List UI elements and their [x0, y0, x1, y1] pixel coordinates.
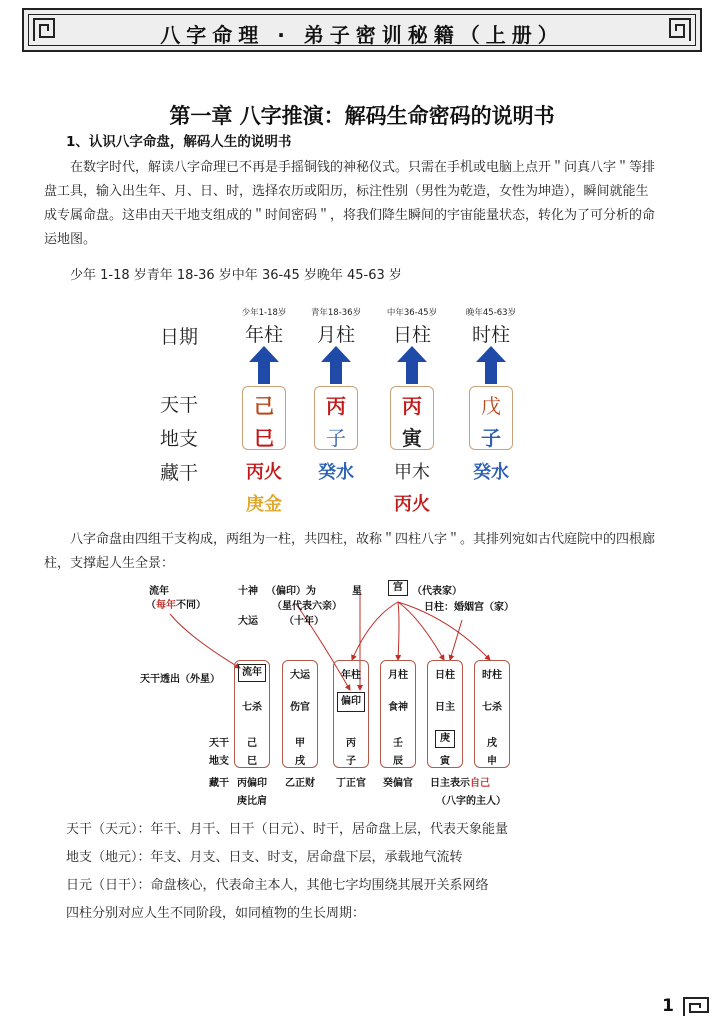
shishen-label: 十神 — [238, 586, 258, 597]
left-label-hidden: 藏干 — [209, 778, 229, 789]
shishen-meaning: （星代表六亲） — [272, 601, 342, 612]
pillar-branch: 子 — [481, 426, 501, 450]
dayun-period: （十年） — [284, 616, 324, 627]
fret-ornament-icon — [32, 17, 56, 43]
column-extra-hidden: 庚比肩 — [237, 796, 267, 807]
pillar-stem: 戊 — [481, 394, 501, 418]
column-head: 大运 — [290, 670, 310, 681]
column-branch: 辰 — [393, 756, 403, 767]
column-hidden: 乙正财 — [285, 778, 315, 789]
row-label-hidden: 藏干 — [160, 462, 199, 484]
liunian-label: 流年 — [149, 586, 169, 597]
pillar-hidden-2: 丙火 — [394, 494, 430, 515]
column-star: 伤官 — [290, 702, 310, 713]
up-arrow-icon — [249, 346, 279, 384]
column-hidden: 丙偏印 — [237, 778, 267, 789]
owner-note: （八字的主人） — [436, 796, 506, 807]
column-star: 七杀 — [482, 702, 502, 713]
star-label: 星 — [352, 586, 362, 597]
fret-ornament-icon — [682, 996, 710, 1018]
header-banner — [22, 8, 702, 52]
tiangan-touchu-label: 天干透出（外星） — [140, 674, 220, 685]
column-hidden: 癸偏官 — [383, 778, 413, 789]
pillar-hidden-1: 甲木 — [394, 462, 430, 483]
column-branch: 寅 — [440, 756, 450, 767]
rizhu-self-note: 日主表示自己 — [430, 778, 490, 789]
column-head: 日柱 — [435, 670, 455, 681]
gong-label: 宫 — [388, 580, 408, 596]
ages-line: 少年 1-18 岁青年 18-36 岁中年 36-45 岁晚年 45-63 岁 — [70, 268, 402, 283]
column-star: 偏印 — [337, 692, 365, 712]
column-stem: 戌 — [487, 738, 497, 749]
column-stem: 己 — [247, 738, 257, 749]
pillar-branch: 巳 — [254, 426, 274, 450]
column-branch: 子 — [346, 756, 356, 767]
column-stem: 丙 — [346, 738, 356, 749]
pillar-age: 晚年45-63岁 — [465, 308, 517, 318]
rizhu-note: 日柱：婚姻宫（家） — [424, 602, 514, 613]
shishen-example: （偏印）为 — [266, 586, 316, 597]
four-pillars-diagram — [0, 300, 724, 520]
row-label-branch: 地支 — [160, 428, 199, 450]
left-label-stem: 天干 — [209, 738, 229, 749]
up-arrow-icon — [476, 346, 506, 384]
pillar-stem: 丙 — [326, 394, 346, 418]
column-star: 日主 — [435, 702, 455, 713]
definition-riyuan: 日元（日干）：命盘核心，代表命主本人，其他七字均围绕其展开关系网络 — [66, 878, 489, 893]
column-head: 月柱 — [388, 670, 408, 681]
column-branch: 申 — [487, 756, 497, 767]
column-hidden: 丁正官 — [336, 778, 366, 789]
left-label-branch: 地支 — [209, 756, 229, 767]
fret-ornament-icon — [668, 17, 692, 43]
pillar-hidden-2: 庚金 — [246, 494, 282, 515]
pillar-branch: 子 — [326, 426, 346, 450]
header-title: 八字命理 · 弟子密训秘籍（上册） — [160, 23, 564, 47]
liunian-note: （每年不同） — [146, 600, 206, 611]
pillar-age: 中年36-45岁 — [386, 308, 438, 318]
column-head: 年柱 — [341, 670, 361, 681]
pillar-hidden-1: 丙火 — [246, 462, 282, 483]
pillar-age: 少年1-18岁 — [241, 308, 287, 318]
pillar-stem: 丙 — [402, 394, 422, 418]
pillar-hidden-1: 癸水 — [473, 462, 509, 483]
column-head: 流年 — [238, 664, 266, 682]
column-stem: 壬 — [393, 738, 403, 749]
gong-note: （代表家） — [412, 586, 462, 597]
column-star: 食神 — [388, 702, 408, 713]
pillar-name: 日柱 — [392, 324, 431, 346]
column-head: 时柱 — [482, 670, 502, 681]
dayun-label: 大运 — [238, 616, 258, 627]
up-arrow-icon — [321, 346, 351, 384]
column-stem: 甲 — [295, 738, 305, 749]
pillar-branch: 寅 — [402, 426, 422, 450]
pillar-name: 年柱 — [244, 324, 283, 346]
row-label-date: 日期 — [160, 326, 199, 348]
up-arrow-icon — [397, 346, 427, 384]
pillar-name: 时柱 — [471, 324, 510, 346]
pillar-name: 月柱 — [316, 324, 355, 346]
definition-tiangan: 天干（天元）：年干、月干、日干（日元）、时干，居命盘上层，代表天象能量 — [66, 822, 509, 837]
section-title: 1、认识八字命盘，解码人生的说明书 — [66, 134, 292, 150]
chapter-title: 第一章 八字推演：解码生命密码的说明书 — [169, 103, 555, 128]
intro-paragraph: 在数字时代，解读八字命理已不再是手摇铜钱的神秘仪式。只需在手机或电脑上点开＂问真八字＂等排盘工具，输入出生年、月、日、时，选择农历或阳历，标注性别（男性为乾造，女性为坤造），瞬间就能生成专属命盘。这串由天干地支组成的＂时间密码＂，将我们降生瞬间的宇宙能量状态，转化为了可分析的命运地图。 — [44, 160, 656, 247]
definition-dizhi: 地支（地元）：年支、月支、日支、时支，居命盘下层，承载地气流转 — [66, 850, 463, 865]
column-star: 七杀 — [242, 702, 262, 713]
pillar-age: 青年18-36岁 — [310, 308, 362, 318]
annotated-chart-diagram — [0, 578, 724, 808]
pillar-stem: 己 — [254, 394, 274, 418]
pillar-hidden-1: 癸水 — [318, 462, 354, 483]
definition-stages: 四柱分别对应人生不同阶段，如同植物的生长周期： — [66, 906, 366, 921]
row-label-stem: 天干 — [160, 394, 199, 416]
page-number: 1 — [662, 996, 674, 1016]
pillars-paragraph: 八字命盘由四组干支构成，两组为一柱，共四柱，故称＂四柱八字＂。其排列宛如古代庭院中的四根廊柱，支撑起人生全景： — [44, 532, 656, 571]
column-stem: 庚 — [435, 730, 455, 748]
column-branch: 巳 — [247, 756, 257, 767]
column-branch: 戌 — [295, 756, 305, 767]
